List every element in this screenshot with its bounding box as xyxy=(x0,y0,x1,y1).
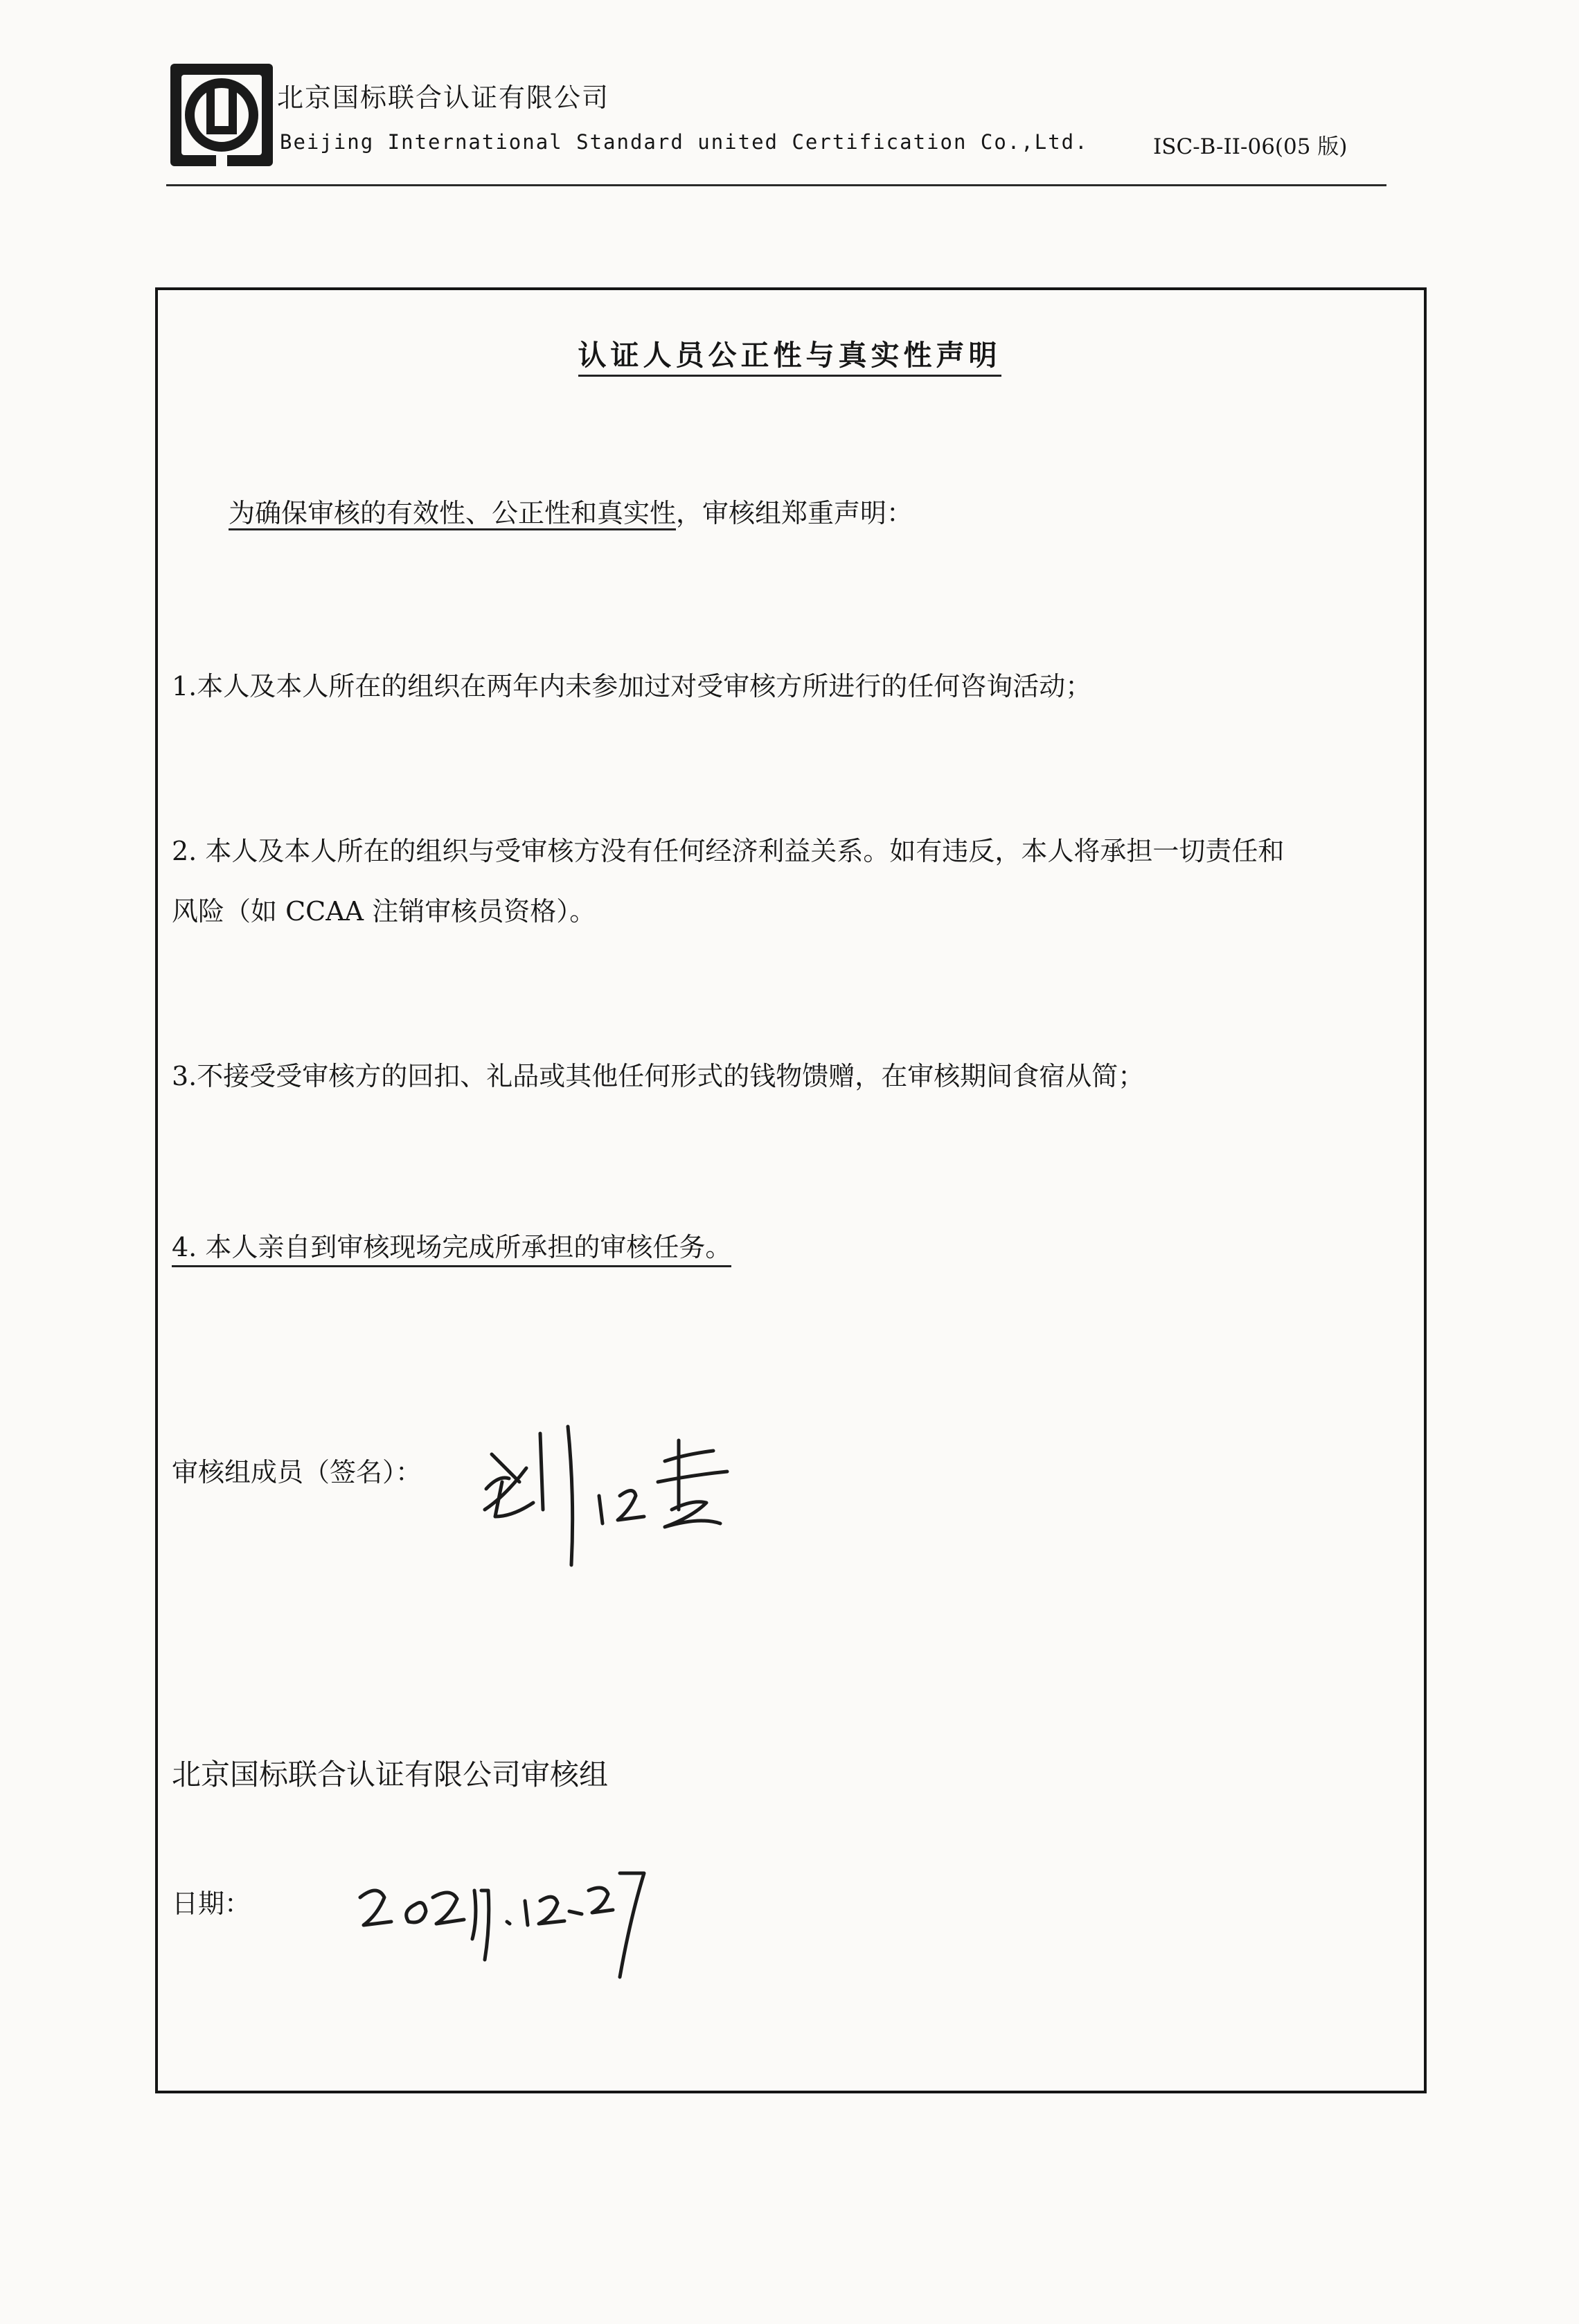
clause-2-line-1: 2. 本人及本人所在的组织与受审核方没有任何经济利益关系。如有违反，本人将承担一切责任和 xyxy=(172,836,1285,866)
intro-rest: ，审核组郑重声明： xyxy=(676,498,913,528)
company-name-en: Beijing International Standard united Certification Co.,Ltd. xyxy=(280,130,1089,154)
clause-2-line-2: 风险（如 CCAA 注销审核员资格）。 xyxy=(172,896,596,927)
document-title: 认证人员公正性与真实性声明 xyxy=(578,339,1001,377)
date-label: 日期： xyxy=(172,1888,251,1919)
audit-team-org: 北京国标联合认证有限公司审核组 xyxy=(172,1758,609,1791)
signature-label: 审核组成员（签名）： xyxy=(172,1457,422,1487)
clause-3: 3.不接受受审核方的回扣、礼品或其他任何形式的钱物馈赠，在审核期间食宿从简； xyxy=(172,1061,1145,1091)
intro-underlined: 为确保审核的有效性、公正性和真实性 xyxy=(229,498,676,530)
company-name-cn: 北京国标联合认证有限公司 xyxy=(277,82,610,113)
handwritten-signature xyxy=(471,1413,762,1579)
company-logo xyxy=(166,60,277,170)
declaration-frame xyxy=(155,287,1427,2093)
document-number: ISC-B-II-06(05 版) xyxy=(1153,134,1348,159)
intro-statement xyxy=(229,492,913,530)
document-title-row xyxy=(0,332,1579,373)
clause-1: 1.本人及本人所在的组织在两年内未参加过对受审核方所进行的任何咨询活动； xyxy=(172,671,1092,701)
header-divider xyxy=(166,184,1386,186)
handwritten-date xyxy=(346,1856,651,1987)
clause-4: 4. 本人亲自到审核现场完成所承担的审核任务。 xyxy=(172,1226,731,1267)
